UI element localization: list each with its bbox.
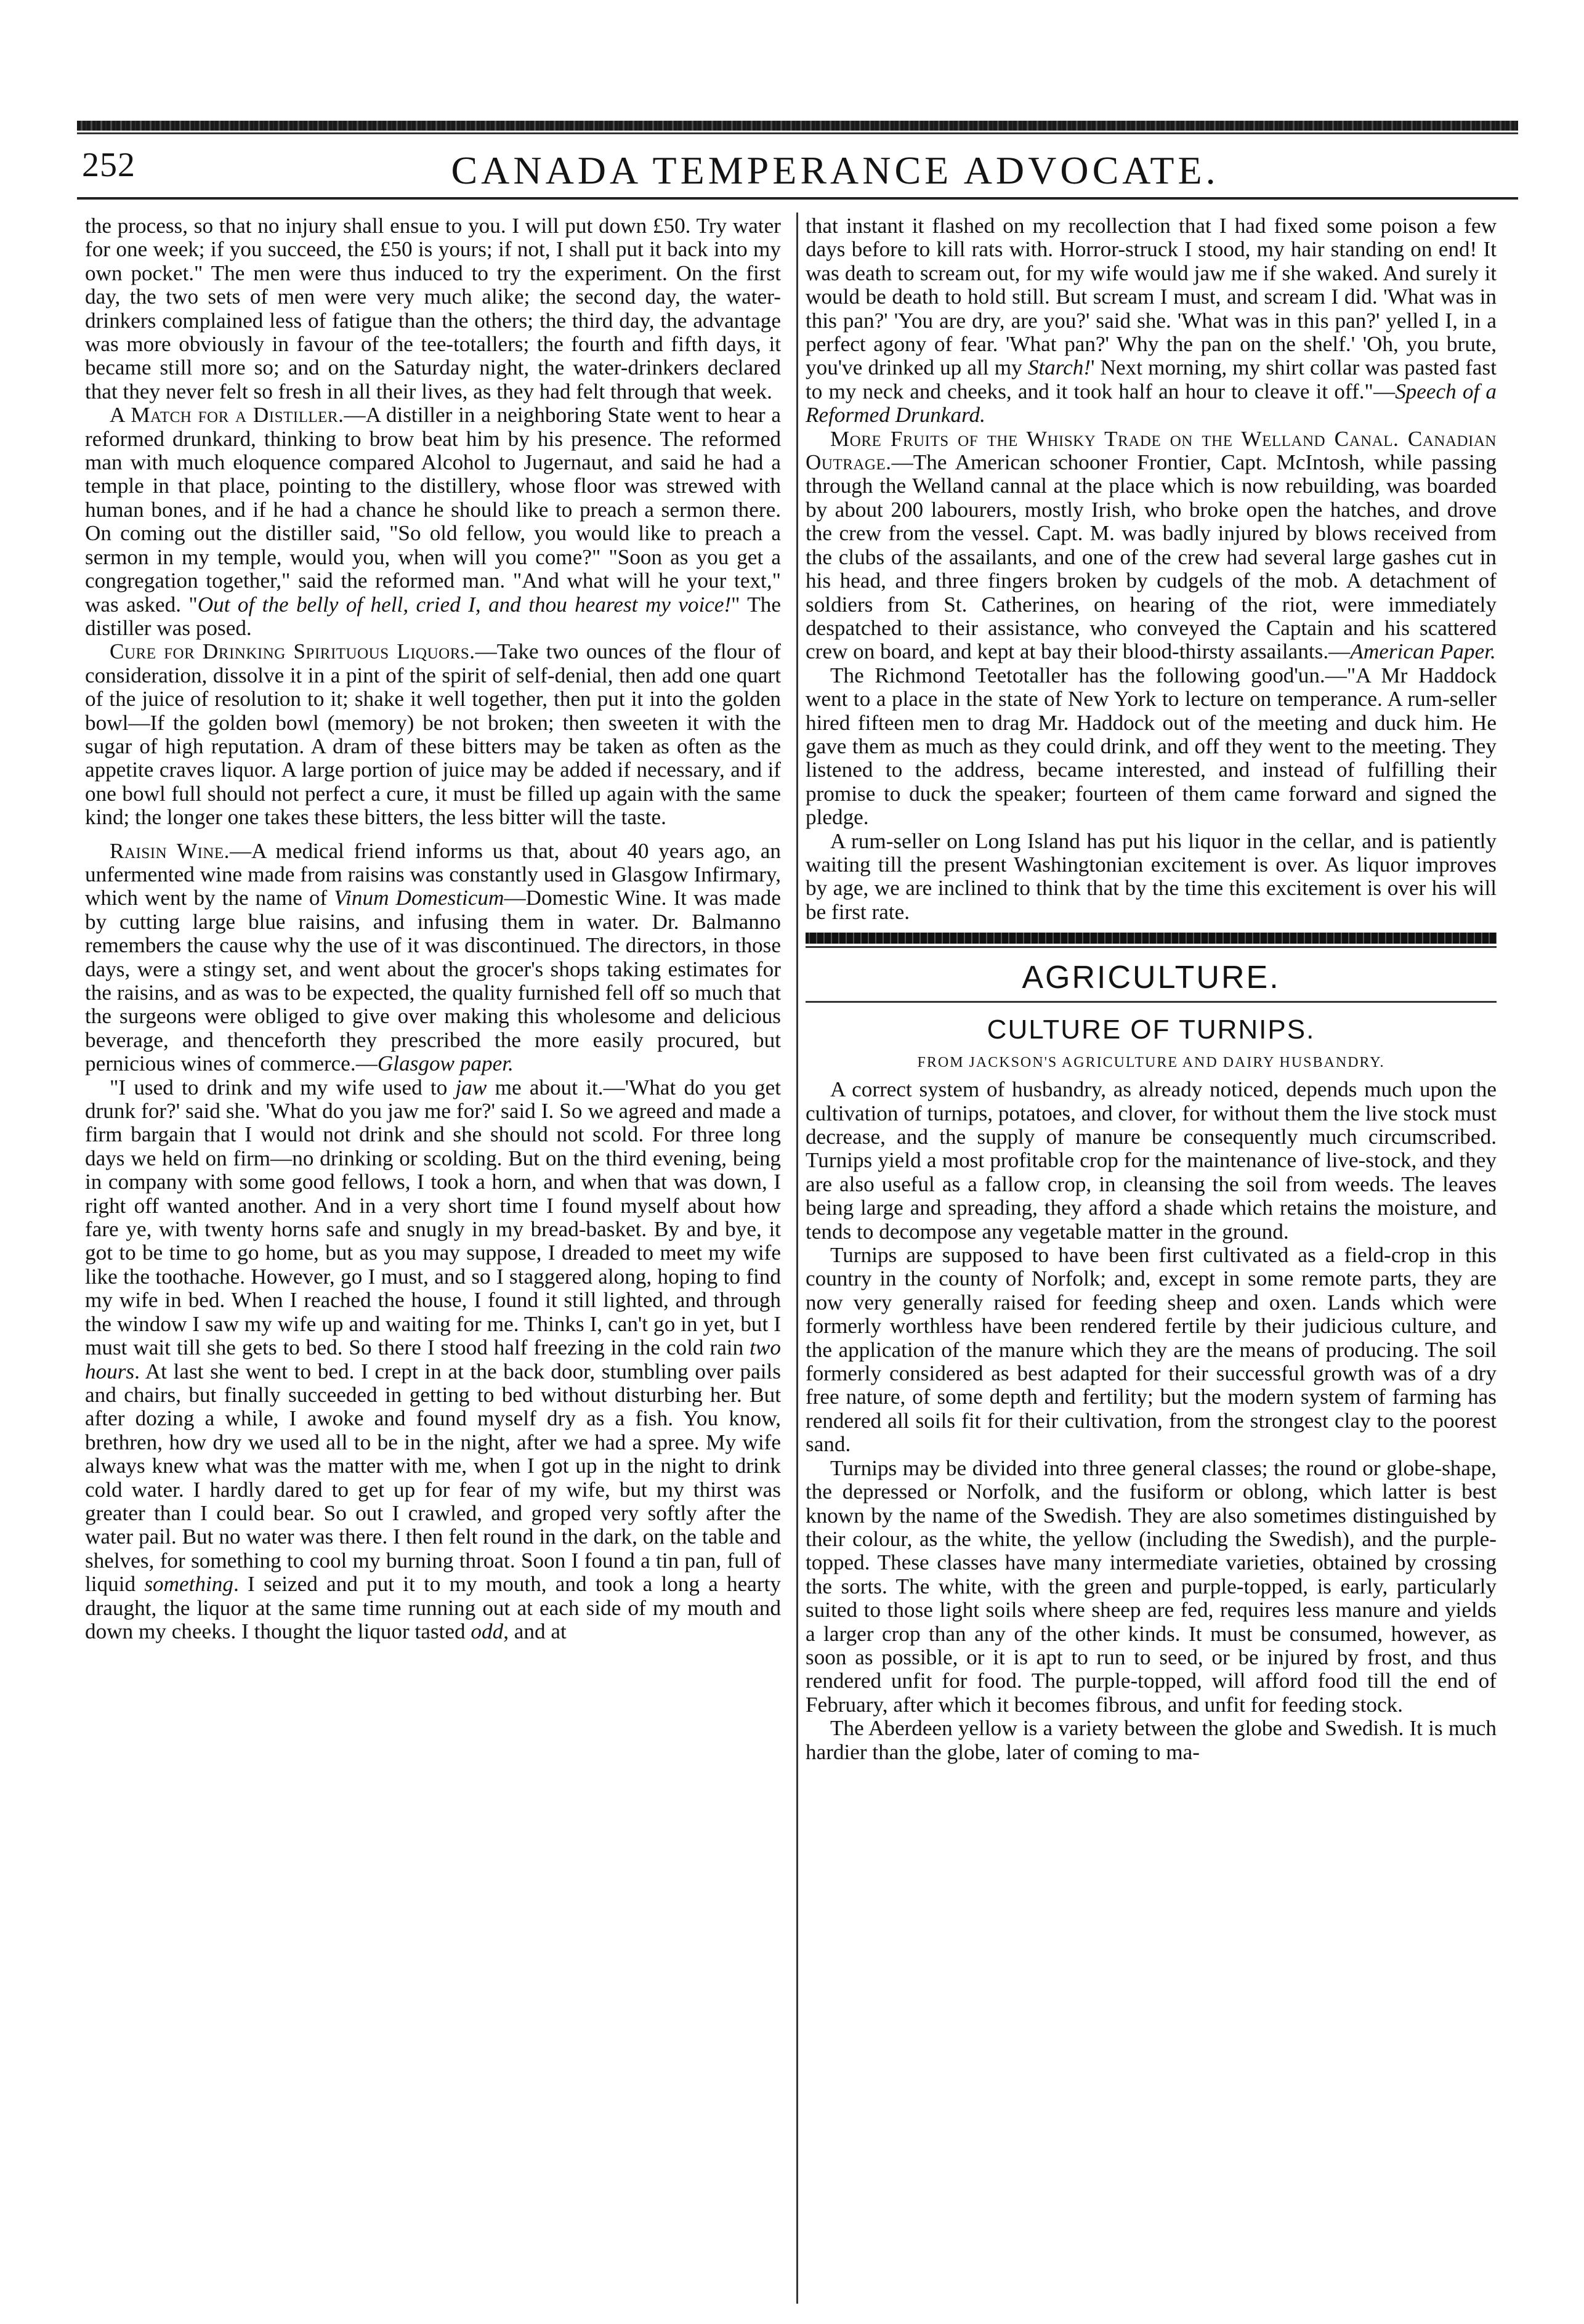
article-lead-cure: Cure for Drinking Spirituous Liquors. (110, 639, 475, 664)
running-title: CANADA TEMPERANCE ADVOCATE. (451, 148, 1219, 192)
section-ornamental-rule (806, 933, 1497, 944)
paragraph-water-trial: the process, so that no injury shall ensue to you. I will put down £50. Try water for one week; if you succeed, the £50 is yours; if not, I shall put it back into my own pocket." The men were thus induced to try the experiment. On the first day, the two sets of men were very much alike; the second day, the water-drinkers complained less of fatigue than the others; the third day, the advantage was more obviously in favour of the tee-totallers; the fourth and fifth days, it became still more so; and on the Saturday night, the water-drinkers declared that they never felt so fresh in all their lives, as they had felt through that week. (85, 214, 781, 403)
top-ornamental-rule (77, 121, 1518, 131)
article-title-turnips: CULTURE OF TURNIPS. (987, 1014, 1315, 1045)
paragraph-turnips-1: A correct system of husbandry, as already noticed, depends much upon the cultivation of turnips, potatoes, and clover, for without them the live stock must decrease, and the supply of manure be consequently much circumscribed. Turnips yield a most profitable crop for the maintenance of live-stock, and they are also useful as a fallow crop, in cleansing the soil from weeds. The leaves being large and spreading, they afford a shade which retains the moisture, and tends to decompose any vegetable matter in the ground. (806, 1077, 1497, 1244)
section-thin-rule (806, 946, 1497, 948)
paragraph-turnips-3: Turnips may be divided into three general classes; the round or globe-shape, the depressed or Norfolk, and the fusiform or oblong, which latter is best known by the name of the Swedish. They are also sometimes distinguished by their colour, as the white, the yellow (including the Swedish), and the purple-topped. These classes have many intermediate varieties, obtained by crossing the sorts. The white, with the green and purple-topped, is early, particularly suited to those light soils where sheep are fed, requires less manure and yields a larger crop than any of the other kinds. It must be consumed, however, as soon as possible, or it is apt to run to seed, or be injured by frost, and thus rendered unfit for food. The purple-topped, will afford food till the end of February, after which it becomes fibrous, and unfit for feeding stock. (806, 1456, 1497, 1717)
paragraph-cure-drinking: Cure for Drinking Spirituous Liquors.—Take two ounces of the flour of consideration, dissolve it in a pint of the spirit of self-denial, then add one quart of the juice of resolution to it; shake it well together, then put it into the golden bowl—If the golden bowl (memory) be not broken; then sweeten it with the sugar of high reputation. A dram of these bitters may be taken as often as the appetite craves liquor. A large portion of juice may be added if necessary, and if one bowl full should not perfect a cure, it must be filled up again with the same kind; the longer one takes these bitters, the less bitter will the taste. (85, 639, 781, 830)
section-heading-agriculture: AGRICULTURE. (1022, 960, 1280, 996)
paragraph-raisin-wine: Raisin Wine.—A medical friend informs us that, about 40 years ago, an unfermented wine made from raisins was constantly used in Glasgow Infirmary, which went by the name of Vinum Domesticum—Domestic Wine. It was made by cutting large blue raisins, and infusing them in water. Dr. Balmanno remembers the cause why the use of it was discontinued. The directors, in those days, were a stingy set, and went about the grocer's shops taking estimates for the raisins, and as was to be expected, the quality furnished fell off so much that the surgeons were obliged to give over making this wholesome and delicious beverage, and thenceforth they prescribed the more easily procured, but pernicious wines of commerce.—Glasgow paper. (85, 838, 781, 1076)
column-divider (796, 213, 798, 2304)
paragraph-drunkard-story: "I used to drink and my wife used to jaw me about it.—'What do you get drunk for?' said she. 'What do you jaw me for?' said I. So we agreed and made a firm bargain that I would not drink and she should not scold. For three long days we held on firm—no drinking or scolding. But on the third evening, being in company with some good fellows, I took a horn, and when that was down, I right off wanted another. And in a very short time I found myself about how fare ye, with twenty horns safe and snugly in my bread-basket. By and bye, it got to be time to go home, but as you may suppose, I dreaded to meet my wife like the toothache. However, go I must, and so I staggered along, hoping to find my wife in bed. When I reached the house, I found it still lighted, and through the window I saw my wife up and waiting for me. Thinks I, can't go in yet, but I must wait till she gets to bed. So there I stood half freezing in the cold rain two hours. At last she went to bed. I crept in at the back door, stumbling over pails and chairs, but finally succeeded in getting to bed without disturbing her. But after dozing a while, I awoke and found myself dry as a fish. You know, brethren, how dry we used all to be in the night, after we had a spree. My wife always knew what was the matter with me, when I got up in the night to drink cold water. I hardly dared to get up for fear of my wife, but my thirst was greater than I could bear. So out I crawled, and groped very softly after the water pail. But no water was there. I then felt round in the dark, on the table and shelves, for something to cool my burning throat. Soon I found a tin pan, full of liquid something. I seized and put it to my mouth, and took a long a hearty draught, the liquor at the same time running out at each side of my mouth and down my cheeks. I thought the liquor tasted odd, and at (85, 1075, 781, 1643)
paragraph-story-continued: that instant it flashed on my recollection that I had fixed some poison a few days before to kill rats with. Horror-struck I stood, my hair standing on end! It was death to scream out, for my wife would jaw me if she waked. And surely it would be death to hold still. But scream I must, and scream I did. 'What was in this pan?' 'You are dry, are you?' said she. 'What was in this pan?' yelled I, in a perfect agony of fear. 'What pan?' Why the pan on the shelf.' 'Oh, you brute, you've drinked up all my Starch!' Next morning, my shirt collar was pasted fast to my neck and cheeks, and it took half an hour to cleave it off."—Speech of a Reformed Drunkard. (806, 214, 1497, 427)
article-source: FROM JACKSON'S AGRICULTURE AND DAIRY HUSBANDRY. (917, 1055, 1385, 1071)
paragraph-richmond-teetotaller: The Richmond Teetotaller has the following good'un.—"A Mr Haddock went to a place in the state of New York to lecture on temperance. A rum-seller hired fifteen men to drag Mr. Haddock out of the meeting and duck him. He gave them as much as they could drink, and off they went to the meeting. They listened to the address, became interested, and instead of fulfilling their promise to duck the speaker; fourteen of them came forward and signed the pledge. (806, 663, 1497, 830)
paragraph-turnips-2: Turnips are supposed to have been first cultivated as a field-crop in this country in the county of Norfolk; and, except in some remote parts, they are now very generally raised for feeding sheep and oxen. Lands which were formerly worthless have been rendered fertile by their judicious culture, and the application of the manure which they are the means of producing. The soil formerly considered as best adapted for their successful growth was of a dry free nature, of some depth and fertility; but the modern system of farming has rendered all soils fit for their cultivation, from the strongest clay to the poorest sand. (806, 1243, 1497, 1457)
paragraph-long-island: A rum-seller on Long Island has put his liquor in the cellar, and is patiently waiting till the present Washingtonian excitement is over. As liquor improves by age, we are inclined to think that by the time this excitement is over his will be first rate. (806, 828, 1497, 924)
paragraph-turnips-4: The Aberdeen yellow is a variety between the globe and Swedish. It is much hardier than the globe, later of coming to ma- (806, 1716, 1497, 1764)
right-column (806, 214, 1497, 1764)
article-lead-match: A Match for a Distiller. (110, 403, 344, 427)
paragraph-match-for-distiller: A Match for a Distiller.—A distiller in a neighboring State went to hear a reformed drunkard, thinking to brow beat him by his presence. The reformed man with much eloquence compared Alcohol to Jugernaut, and said he had a temple in that place, pointing to the distillery, whose floor was strewed with human bones, and if he had a chance he should like to preach a sermon there. On coming out the distiller said, "So old fellow, you would like to preach a sermon in my temple, would you, when will you come?" "Soon as you get a congregation together," said the reformed man. "And what will he your text," was asked. "Out of the belly of hell, cried I, and thou hearest my voice!" The distiller was posed. (85, 403, 781, 640)
page-number: 252 (82, 146, 135, 184)
article-lead-raisin: Raisin Wine. (110, 838, 230, 863)
left-column (85, 214, 781, 1643)
header-rule (77, 197, 1518, 200)
paragraph-welland-canal: More Fruits of the Whisky Trade on the Welland Canal. Canadian Outrage.—The American schooner Frontier, Capt. McIntosh, while passing through the Welland cannal at the place which is now rebuilding, was boarded by about 200 labourers, mostly Irish, who broke open the hatches, and drove the crew from the vessel. Capt. M. was badly injured by blows received from the clubs of the assailants, and one of the crew had several large gashes cut in his head, and three fingers broken by cudgels of the mob. A detachment of soldiers from St. Catherines, on hearing of the riot, were immediately despatched to their assistance, who conveyed the Captain and his scattered crew on board, and kept at bay their blood-thirsty assailants.—American Paper. (806, 426, 1497, 664)
section-heading-rule (806, 1001, 1497, 1003)
top-thin-rule (77, 132, 1518, 134)
article-lead-welland: More Fruits of the Whisky Trade on the Welland Canal. Canadian Outrage. (806, 426, 1497, 475)
